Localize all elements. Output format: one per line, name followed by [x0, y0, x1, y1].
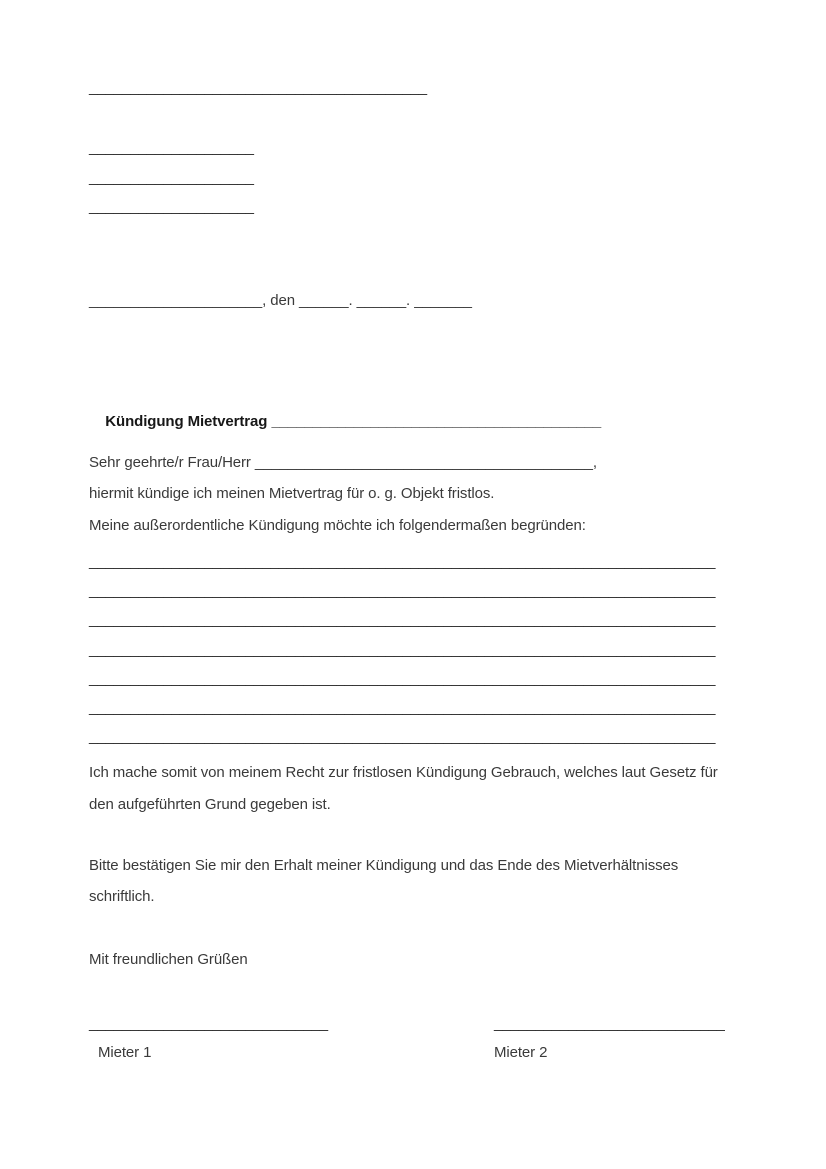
subject-label: Kündigung Mietvertrag — [105, 413, 268, 430]
signature-label-tenant2: Mieter 2 — [494, 1044, 548, 1061]
reason-blank-line: ____________________________________________________________________________ — [89, 582, 716, 599]
reason-blank-line: ____________________________________________________________________________ — [89, 728, 716, 745]
subject-line — [89, 392, 601, 452]
confirmation-line: Bitte bestätigen Sie mir den Erhalt meiner Kündigung und das Ende des Mietverhältnisses — [89, 857, 679, 874]
closing-line: Mit freundlichen Grüßen — [89, 951, 248, 968]
subject-blank: ________________________________________ — [271, 413, 602, 430]
address-blank-line: ____________________ — [89, 139, 254, 156]
reason-blank-line: ____________________________________________________________________________ — [89, 553, 716, 570]
justification-line: den aufgeführten Grund gegeben ist. — [89, 796, 331, 813]
reason-blank-line: ____________________________________________________________________________ — [89, 699, 716, 716]
reason-blank-line: ____________________________________________________________________________ — [89, 611, 716, 628]
justification-line: Ich mache somit von meinem Recht zur fristlosen Kündigung Gebrauch, welches laut Gesetz für — [89, 764, 718, 781]
confirmation-line: schriftlich. — [89, 888, 155, 905]
salutation-line: Sehr geehrte/r Frau/Herr _________________________________________, — [89, 454, 597, 471]
address-blank-line: ____________________ — [89, 169, 254, 186]
address-blank-line: ____________________ — [89, 198, 254, 215]
reason-blank-line: ____________________________________________________________________________ — [89, 670, 716, 687]
intro-line: hiermit kündige ich meinen Mietvertrag für o. g. Objekt fristlos. — [89, 485, 495, 502]
place-date-line: _____________________, den ______. ______. _______ — [89, 292, 472, 309]
signature-blank-tenant2: ____________________________ — [494, 1015, 725, 1032]
signature-label-tenant1: Mieter 1 — [98, 1044, 152, 1061]
recipient-blank-line: _________________________________________ — [89, 79, 427, 96]
intro-line: Meine außerordentliche Kündigung möchte ich folgendermaßen begründen: — [89, 517, 586, 534]
signature-blank-tenant1: _____________________________ — [89, 1015, 329, 1032]
reason-blank-line: ____________________________________________________________________________ — [89, 641, 716, 658]
